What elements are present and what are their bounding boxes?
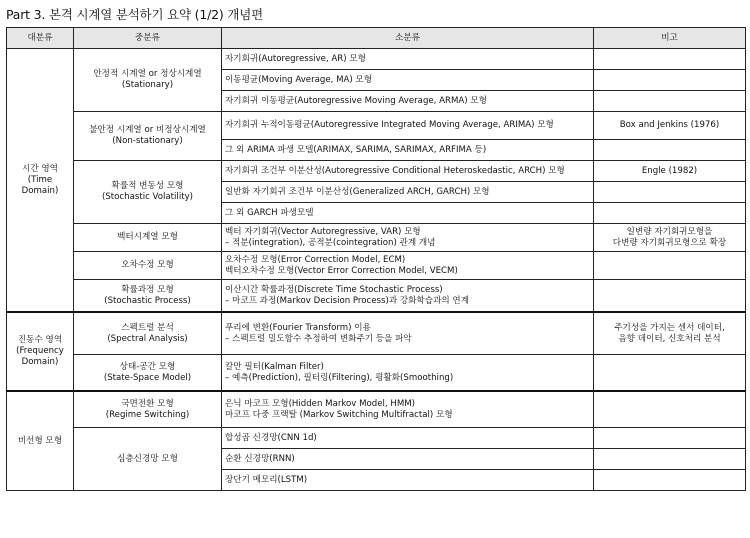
mid-category-cell <box>74 252 222 280</box>
note-cell <box>594 428 746 449</box>
minor-category-cell <box>222 203 594 224</box>
text-line: 그 외 ARIMA 파생 모델(ARIMAX, SARIMA, SARIMAX, ARFIMA 등) <box>225 144 487 155</box>
minor-category-cell <box>222 355 594 392</box>
note-cell <box>594 355 746 392</box>
text-line: 자기회귀(Autoregressive, AR) 모형 <box>225 53 366 64</box>
note-cell <box>594 91 746 112</box>
minor-category-cell <box>222 140 594 161</box>
note-cell <box>594 70 746 91</box>
minor-category-cell <box>222 161 594 182</box>
text-line: – 스펙트럴 밀도함수 추정하여 변화주기 등을 파악 <box>225 333 412 344</box>
table-body <box>7 49 746 491</box>
text-line: 일반화 자기회귀 조건부 이분산성(Generalized ARCH, GARCH) 모형 <box>225 186 490 197</box>
note-cell <box>594 49 746 70</box>
note-cell <box>594 140 746 161</box>
text-line: Domain) <box>21 357 59 367</box>
text-line: (Spectral Analysis) <box>107 333 188 344</box>
header-major: 대분류 <box>7 28 74 49</box>
minor-category-cell <box>222 470 594 491</box>
text-line: 자기회귀 조건부 이분산성(Autoregressive Conditional Heteroskedastic, ARCH) 모형 <box>225 165 565 176</box>
text-line: 은닉 마코프 모형(Hidden Markov Model, HMM) <box>225 398 416 409</box>
text-line: 국면전환 모형 <box>121 398 174 409</box>
text-line: 상태-공간 모형 <box>119 361 176 372</box>
text-line: 마코프 다중 프랙탈 (Markov Switching Multifractal) 모형 <box>225 409 453 420</box>
minor-category-cell <box>222 182 594 203</box>
text-line: 확률적 변동성 모형 <box>111 181 184 191</box>
minor-category-cell <box>222 252 594 280</box>
header-note: 비고 <box>594 28 746 49</box>
text-line: (Time <box>27 174 53 185</box>
text-line: 자기회귀 누적이동평균(Autoregressive Integrated Moving Average, ARIMA) 모형 <box>225 120 554 130</box>
text-line: 심층신경망 모형 <box>117 453 178 464</box>
minor-category-cell <box>222 312 594 355</box>
text-line: (Stochastic Process) <box>104 295 191 306</box>
mid-category-cell <box>74 312 222 355</box>
table-row <box>7 428 746 449</box>
text-line: 진동수 영역 <box>17 335 63 345</box>
mid-category-cell <box>74 355 222 392</box>
text-line: (Frequency <box>16 346 64 356</box>
text-line: 순환 신경망(RNN) <box>225 453 295 464</box>
text-line: 그 외 GARCH 파생모델 <box>225 207 314 218</box>
note-cell <box>594 280 746 313</box>
minor-category-cell <box>222 91 594 112</box>
text-line: 주기성을 가지는 센서 데이터, <box>614 322 725 333</box>
text-line: 이산시간 확률과정(Discrete Time Stochastic Process) <box>225 284 443 295</box>
text-line: Domain) <box>21 185 59 196</box>
text-line: 확률과정 모형 <box>121 284 174 295</box>
table-row <box>7 312 746 355</box>
header-row <box>7 28 746 49</box>
summary-table <box>6 27 746 491</box>
text-line: – 마코프 과정(Markov Decision Process)과 강화학습과의 연계 <box>225 295 470 306</box>
header-minor: 소분류 <box>222 28 594 49</box>
note-cell <box>594 312 746 355</box>
text-line: 합성곱 신경망(CNN 1d) <box>225 432 317 443</box>
text-line: 자기회귀 이동평균(Autoregressive Moving Average, ARMA) 모형 <box>225 95 487 106</box>
text-line: Engle (1982) <box>641 165 698 176</box>
major-category-cell <box>7 391 74 491</box>
text-line: 장단기 메모리(LSTM) <box>225 474 308 485</box>
minor-category-cell <box>222 449 594 470</box>
text-line: (State-Space Model) <box>103 372 192 383</box>
mid-category-cell <box>74 224 222 252</box>
page-title: Part 3. 본격 시계열 분석하기 요약 (1/2) 개념편 <box>6 7 263 22</box>
note-cell <box>594 161 746 182</box>
minor-category-cell <box>222 391 594 428</box>
minor-category-cell <box>222 280 594 313</box>
text-line: – 적분(integration), 공적분(cointegration) 관계 개념 <box>225 237 436 248</box>
table-row <box>7 391 746 428</box>
table-row <box>7 355 746 392</box>
text-line: (Stationary) <box>121 80 174 90</box>
text-line: 불안정 시계열 or 비정상시계열 <box>89 125 206 135</box>
note-cell <box>594 252 746 280</box>
mid-category-cell <box>74 112 222 161</box>
table-row <box>7 252 746 280</box>
table-row <box>7 112 746 140</box>
mid-category-cell <box>74 49 222 112</box>
mid-category-cell <box>74 161 222 224</box>
note-cell <box>594 449 746 470</box>
minor-category-cell <box>222 112 594 140</box>
text-line: Box and Jenkins (1976) <box>619 120 720 130</box>
text-line: 오차수정 모형(Error Correction Model, ECM) <box>225 254 406 265</box>
text-line: (Regime Switching) <box>105 409 190 420</box>
note-cell <box>594 224 746 252</box>
table-row <box>7 161 746 182</box>
text-line: 음향 데이터, 신호처리 분석 <box>618 333 721 344</box>
note-cell <box>594 391 746 428</box>
minor-category-cell <box>222 70 594 91</box>
text-line: 일변량 자기회귀모형을 <box>626 226 713 237</box>
text-line: 벡터시계열 모형 <box>117 232 178 242</box>
text-line: (Stochastic Volatility) <box>101 192 194 202</box>
text-line: 스펙트럴 분석 <box>121 322 174 333</box>
minor-category-cell <box>222 428 594 449</box>
text-line: 시간 영역 <box>22 163 58 174</box>
text-line: 벡터 자기회귀(Vector Autoregressive, VAR) 모형 <box>225 226 421 237</box>
header-mid: 중분류 <box>74 28 222 49</box>
mid-category-cell <box>74 391 222 428</box>
table-row <box>7 49 746 70</box>
text-line: 오차수정 모형 <box>121 260 174 270</box>
text-line: 칼만 필터(Kalman Filter) <box>225 361 324 372</box>
text-line: 다변량 자기회귀모형으로 확장 <box>612 237 727 248</box>
text-line: 푸리에 변환(Fourier Transform) 이용 <box>225 322 371 333</box>
major-category-cell <box>7 312 74 391</box>
note-cell <box>594 182 746 203</box>
mid-category-cell <box>74 428 222 491</box>
minor-category-cell <box>222 224 594 252</box>
note-cell <box>594 470 746 491</box>
minor-category-cell <box>222 49 594 70</box>
table-row <box>7 224 746 252</box>
text-line: 안정적 시계열 or 정상시계열 <box>93 69 202 79</box>
text-line: (Non-stationary) <box>112 136 183 146</box>
major-category-cell <box>7 49 74 313</box>
text-line: 벡터오차수정 모형(Vector Error Correction Model, VECM) <box>225 265 458 276</box>
mid-category-cell <box>74 280 222 313</box>
text-line: – 예측(Prediction), 필터링(Filtering), 평활화(Smoothing) <box>225 372 454 383</box>
text-line: 비선형 모형 <box>17 435 63 446</box>
table-row <box>7 280 746 313</box>
note-cell <box>594 203 746 224</box>
note-cell <box>594 112 746 140</box>
text-line: 이동평균(Moving Average, MA) 모형 <box>225 74 373 85</box>
